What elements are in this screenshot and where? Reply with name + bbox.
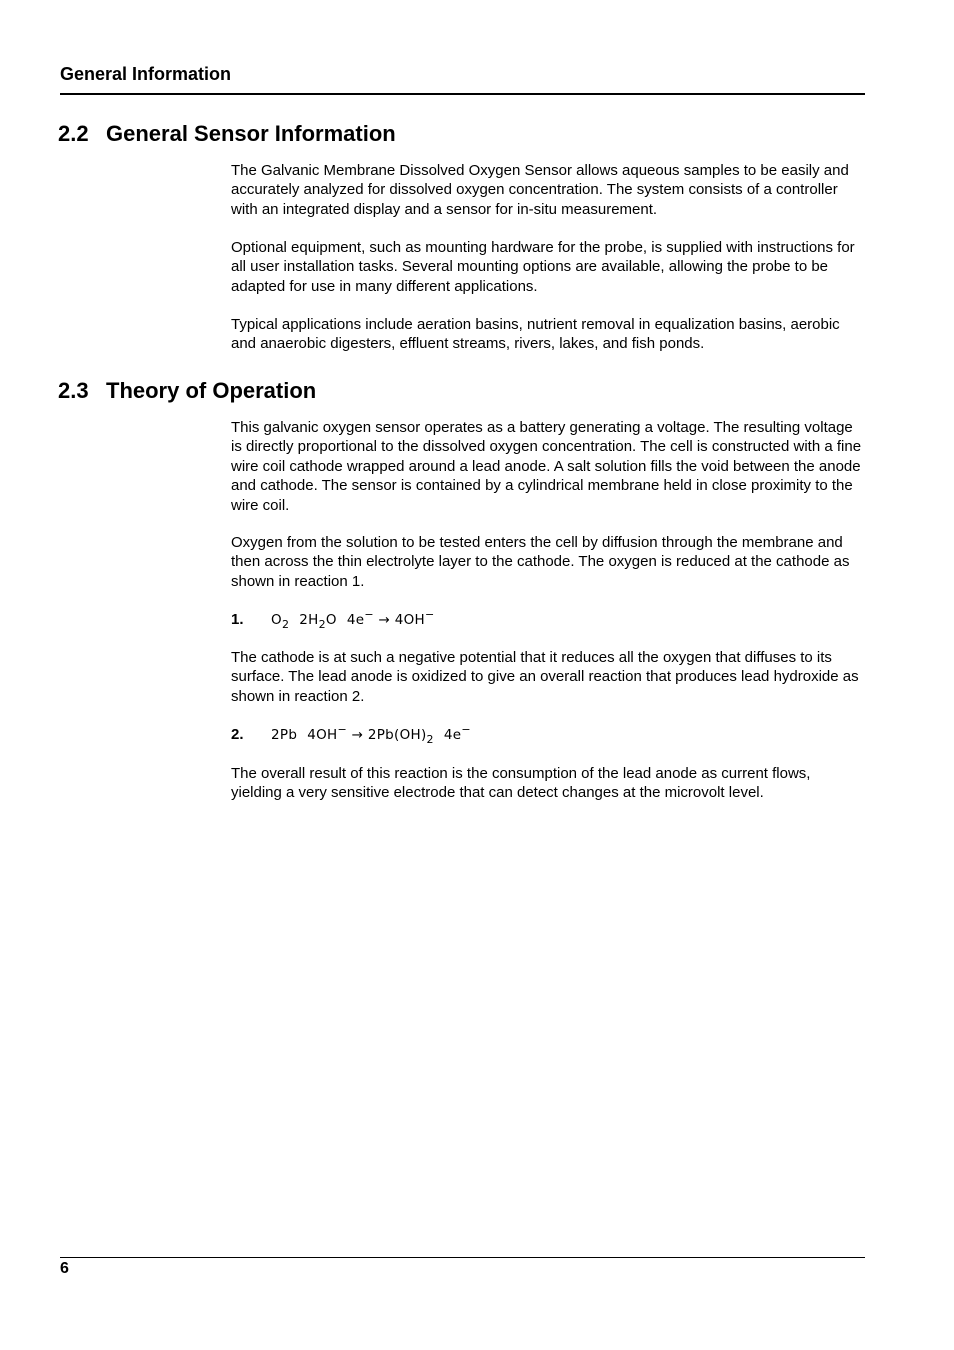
paragraph: The cathode is at such a negative potential that it reduces all the oxygen that diffuses to its surface. The lead anode is oxidized to give an overall reaction that produces lead hydroxide as shown in reaction 2. bbox=[231, 649, 859, 705]
paragraph: Oxygen from the solution to be tested enters the cell by diffusion through the membrane and then across the thin electrolyte layer to the cathode. The oxygen is reduced at the cathode as shown in reaction 1. bbox=[231, 534, 850, 590]
reaction-label: 2. bbox=[231, 726, 244, 743]
page-header-title: General Information bbox=[60, 64, 232, 84]
arrow-icon: → bbox=[378, 612, 391, 628]
reaction-equation: $O_2$ $2H_2O$ 4e− → 4OH− bbox=[271, 608, 435, 631]
section-body bbox=[231, 533, 865, 591]
paragraph: The Galvanic Membrane Dissolved Oxygen Sensor allows aqueous samples to be easily and accurately analyzed for dissolved oxygen concentration. The system consists of a controller with an integrated display and a sensor for in-situ measurement. bbox=[231, 162, 849, 218]
paragraph: The overall result of this reaction is the consumption of the lead anode as current flows, yielding a very sensitive electrode that can detect changes at the microvolt level. bbox=[231, 765, 811, 802]
section-number: 2.3 bbox=[58, 378, 89, 403]
section-heading-theory-of-operation bbox=[58, 377, 316, 405]
section-title: General Sensor Information bbox=[106, 121, 396, 146]
reaction-equation: 2Pb $4OH^- \to 2Pb(OH)_2$ 4e− bbox=[271, 723, 471, 746]
reaction-2 bbox=[231, 724, 471, 744]
section-title: Theory of Operation bbox=[106, 378, 317, 403]
section-body bbox=[231, 648, 865, 706]
section-body bbox=[231, 764, 865, 803]
section-number: 2.2 bbox=[58, 121, 89, 146]
section-body bbox=[231, 315, 865, 354]
paragraph: Typical applications include aeration basins, nutrient removal in equalization basins, aerobic and anaerobic digesters, effluent streams, rivers, lakes, and fish ponds. bbox=[231, 316, 840, 353]
section-heading-general-sensor-information bbox=[58, 120, 396, 148]
section-body bbox=[231, 161, 865, 219]
header-divider bbox=[60, 93, 865, 95]
arrow-icon: → bbox=[351, 727, 364, 743]
page-number: 6 bbox=[60, 1260, 69, 1277]
paragraph: Optional equipment, such as mounting hardware for the probe, is supplied with instructions for all user installation tasks. Several mounting options are available, allowing the probe to be adapted for use in many different applications. bbox=[231, 239, 855, 295]
section-body bbox=[231, 418, 865, 515]
reaction-label: 1. bbox=[231, 611, 244, 628]
reaction-1 bbox=[231, 609, 435, 629]
footer-divider bbox=[60, 1257, 865, 1258]
paragraph: This galvanic oxygen sensor operates as a battery generating a voltage. The resulting voltage is directly proportional to the dissolved oxygen concentration. The cell is constructed with a fine wire coil cathode wrapped around a lead anode. A salt solution fills the void between the anode and cathode. The sensor is contained by a cylindrical membrane held in close proximity to the wire coil. bbox=[231, 419, 862, 514]
section-body bbox=[231, 238, 865, 296]
